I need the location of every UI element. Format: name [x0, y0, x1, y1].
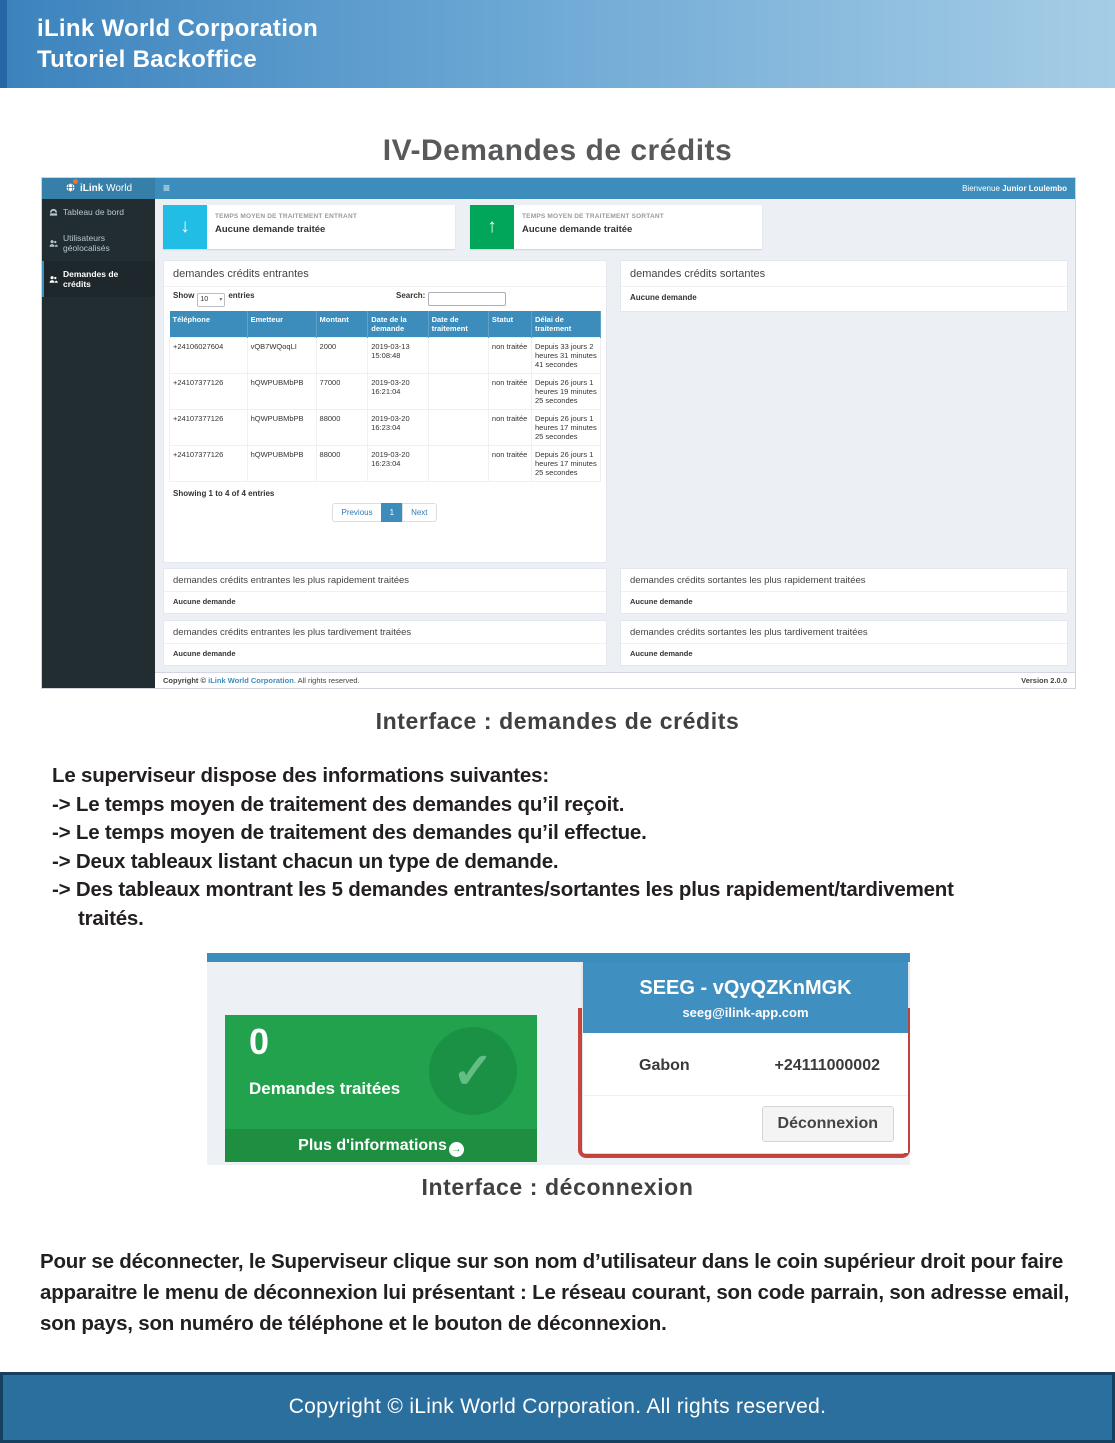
table-cell: Depuis 26 jours 1 heures 17 minutes 25 secondes — [532, 446, 601, 482]
user-country: Gabon — [639, 1057, 690, 1074]
table-row — [170, 410, 601, 446]
app-sidebar — [42, 199, 155, 688]
table-cell: 88000 — [316, 410, 368, 446]
page-length-select[interactable] — [197, 293, 225, 307]
column-header[interactable]: Date de la demande — [368, 311, 428, 338]
users-icon — [49, 275, 58, 284]
logout-screenshot — [207, 953, 910, 1165]
welcome-prefix: Bienvenue — [962, 184, 1003, 193]
table-cell: 2019-03-20 16:23:04 — [368, 410, 428, 446]
table-cell: 2019-03-20 16:21:04 — [368, 374, 428, 410]
sidebar-item-label: Utilisateurs géolocalisés — [63, 233, 110, 253]
table-cell: non traitée — [488, 374, 531, 410]
dropdown-body — [583, 1033, 908, 1153]
panel-entrantes-tardivement — [163, 620, 607, 666]
card-value: Aucune demande traitée — [522, 224, 633, 235]
table-row — [170, 446, 601, 482]
table-controls — [164, 287, 606, 310]
table-cell: non traitée — [488, 410, 531, 446]
processed-label: Demandes traitées — [249, 1079, 401, 1098]
app-logo[interactable] — [42, 178, 155, 199]
panel-title: demandes crédits entrantes — [164, 261, 606, 287]
processed-count: 0 — [249, 1021, 270, 1062]
user-phone: +24111000002 — [774, 1057, 880, 1074]
column-header[interactable]: Téléphone — [170, 311, 248, 338]
show-label: Show — [173, 291, 195, 300]
table-cell: 2019-03-13 15:08:48 — [368, 338, 428, 374]
column-header[interactable]: Montant — [316, 311, 368, 338]
chevron-down-icon: ▾ — [219, 297, 223, 303]
globe-icon — [65, 182, 76, 193]
card-traitement-sortant — [470, 205, 762, 249]
pagination — [164, 502, 606, 522]
hamburger-menu-icon[interactable]: ≡ — [163, 181, 171, 195]
showing-entries-text: Showing 1 to 4 of 4 entries — [173, 489, 275, 498]
sidebar-item-utilisateurs-geolocalises[interactable] — [42, 225, 155, 261]
dashboard-icon — [49, 208, 58, 217]
more-info-label: Plus d'informations — [298, 1137, 447, 1154]
logout-paragraph: Pour se déconnecter, le Superviseur clique sur son nom d’utilisateur dans le coin supérieur droit pour faire apparaitre le menu de déconnexion lui présentant : Le réseau courant, son code parrain, son adresse email, son pays, son numéro de téléphone et le bouton de déconnexion. — [40, 1250, 1070, 1335]
brand-light: World — [103, 183, 133, 194]
more-info-link[interactable] — [225, 1129, 537, 1162]
empty-message: Aucune demande — [173, 597, 236, 606]
column-header[interactable]: Statut — [488, 311, 531, 338]
app-footer — [155, 672, 1075, 688]
brand-bold: iLink — [79, 183, 104, 194]
caption-demandes-credits: Interface : demandes de crédits — [375, 708, 740, 734]
card-value: Aucune demande traitée — [215, 224, 326, 235]
empty-message: Aucune demande — [630, 649, 693, 658]
panel-title: demandes crédits sortantes les plus tardivement traitées — [621, 621, 1067, 644]
entrantes-table-head-row — [170, 311, 601, 338]
card-title: TEMPS MOYEN DE TRAITEMENT SORTANT — [522, 213, 664, 220]
arrow-down-icon: ↓ — [163, 205, 207, 249]
empty-message: Aucune demande — [173, 649, 236, 658]
bullet-line: -> Des tableaux montrant les 5 demandes entrantes/sortantes les plus rapidement/tardivement traités. — [52, 878, 954, 930]
table-row — [170, 374, 601, 410]
sidebar-item-label: Tableau de bord — [63, 207, 124, 217]
table-cell: 2000 — [316, 338, 368, 374]
check-circle-icon: ✓ — [429, 1027, 517, 1115]
user-dropdown-menu — [583, 962, 908, 1153]
panel-title: demandes crédits entrantes les plus tardivement traitées — [164, 621, 606, 644]
table-cell: hQWPUBMbPB — [247, 446, 316, 482]
corporation-link[interactable]: iLink World Corporation — [208, 676, 294, 685]
copyright-prefix: Copyright © — [163, 676, 209, 685]
table-cell: non traitée — [488, 446, 531, 482]
info-intro: Le superviseur dispose des informations suivantes: — [52, 764, 549, 787]
page-title: IV-Demandes de crédits — [382, 134, 733, 167]
info-paragraph — [52, 762, 997, 933]
users-icon — [49, 239, 58, 248]
app-topbar — [42, 178, 1075, 199]
card-traitement-entrant — [163, 205, 455, 249]
network-and-code: SEEG - vQyQZKnMGK — [639, 977, 852, 999]
table-cell: Depuis 26 jours 1 heures 19 minutes 25 secondes — [532, 374, 601, 410]
app-screenshot — [42, 178, 1075, 688]
user-email: seeg@ilink-app.com — [682, 1005, 809, 1020]
table-cell: hQWPUBMbPB — [247, 374, 316, 410]
logo-pin-dot — [73, 179, 78, 184]
info-bullets — [52, 791, 997, 934]
panel-sortantes-tardivement — [620, 620, 1068, 666]
company-name: iLink World Corporation — [37, 15, 319, 42]
welcome-user[interactable] — [962, 178, 1067, 199]
table-cell — [428, 446, 488, 482]
panel-title: demandes crédits sortantes — [621, 261, 1067, 287]
table-cell: +24107377126 — [170, 374, 248, 410]
demandes-traitees-card — [225, 1015, 537, 1162]
search-label: Search: — [396, 291, 426, 300]
empty-message: Aucune demande — [630, 293, 697, 302]
entrantes-table-body — [170, 338, 601, 482]
welcome-username: Junior Loulembo — [1002, 184, 1067, 193]
arrow-up-icon: ↑ — [470, 205, 514, 249]
table-cell: Depuis 33 jours 2 heures 31 minutes 41 secondes — [532, 338, 601, 374]
dropdown-header — [583, 962, 908, 1033]
column-header[interactable]: Délai de traitement — [532, 311, 601, 338]
logout-button[interactable]: Déconnexion — [762, 1106, 894, 1142]
copyright-suffix: . All rights reserved. — [293, 676, 360, 685]
table-row — [170, 338, 601, 374]
table-cell: hQWPUBMbPB — [247, 410, 316, 446]
panel-title: demandes crédits entrantes les plus rapidement traitées — [164, 569, 606, 592]
document-header — [0, 0, 1115, 88]
sidebar-item-demandes-de-credits[interactable] — [42, 261, 155, 297]
panel-demandes-entrantes — [163, 260, 607, 563]
page-length-value: 10 — [200, 296, 209, 303]
entries-label: entries — [228, 291, 255, 300]
panel-sortantes-rapidement — [620, 568, 1068, 614]
page-1-button[interactable]: 1 — [381, 503, 403, 522]
demandes-entrantes-table — [169, 311, 601, 482]
column-header[interactable]: Date de traitement — [428, 311, 488, 338]
column-header[interactable]: Emetteur — [247, 311, 316, 338]
bullet-line: -> Deux tableaux listant chacun un type de demande. — [52, 849, 559, 873]
card-title: TEMPS MOYEN DE TRAITEMENT ENTRANT — [215, 213, 358, 220]
table-cell: 77000 — [316, 374, 368, 410]
bullet-line: -> Le temps moyen de traitement des demandes qu’il reçoit. — [52, 792, 625, 816]
document-footer: Copyright © iLink World Corporation. All rights reserved. — [0, 1372, 1115, 1443]
panel-title: demandes crédits sortantes les plus rapidement traitées — [621, 569, 1067, 592]
sidebar-item-label: Demandes de crédits — [63, 269, 119, 289]
panel-demandes-sortantes — [620, 260, 1068, 312]
arrow-circle-right-icon: → — [449, 1142, 464, 1157]
table-cell: 88000 — [316, 446, 368, 482]
dropdown-footer — [583, 1095, 908, 1153]
bullet-line: -> Le temps moyen de traitement des demandes qu’il effectue. — [52, 821, 647, 844]
table-cell — [428, 338, 488, 374]
table-cell: +24107377126 — [170, 446, 248, 482]
topbar-strip — [207, 953, 910, 962]
version-text: Version 2.0.0 — [1021, 676, 1067, 685]
table-cell — [428, 410, 488, 446]
panel-entrantes-rapidement — [163, 568, 607, 614]
empty-message: Aucune demande — [630, 597, 693, 606]
table-cell: +24107377126 — [170, 410, 248, 446]
next-page-button[interactable]: Next — [402, 503, 436, 522]
table-cell: vQB7WQoqLI — [247, 338, 316, 374]
table-cell: Depuis 26 jours 1 heures 17 minutes 25 secondes — [532, 410, 601, 446]
table-cell — [428, 374, 488, 410]
sidebar-item-tableau-de-bord[interactable] — [42, 199, 155, 225]
search-input[interactable] — [428, 292, 506, 306]
previous-page-button[interactable]: Previous — [332, 503, 381, 522]
table-cell: 2019-03-20 16:23:04 — [368, 446, 428, 482]
table-cell: +24106027604 — [170, 338, 248, 374]
table-cell: non traitée — [488, 338, 531, 374]
caption-deconnexion: Interface : déconnexion — [421, 1174, 694, 1200]
document-subtitle: Tutoriel Backoffice — [37, 46, 257, 73]
